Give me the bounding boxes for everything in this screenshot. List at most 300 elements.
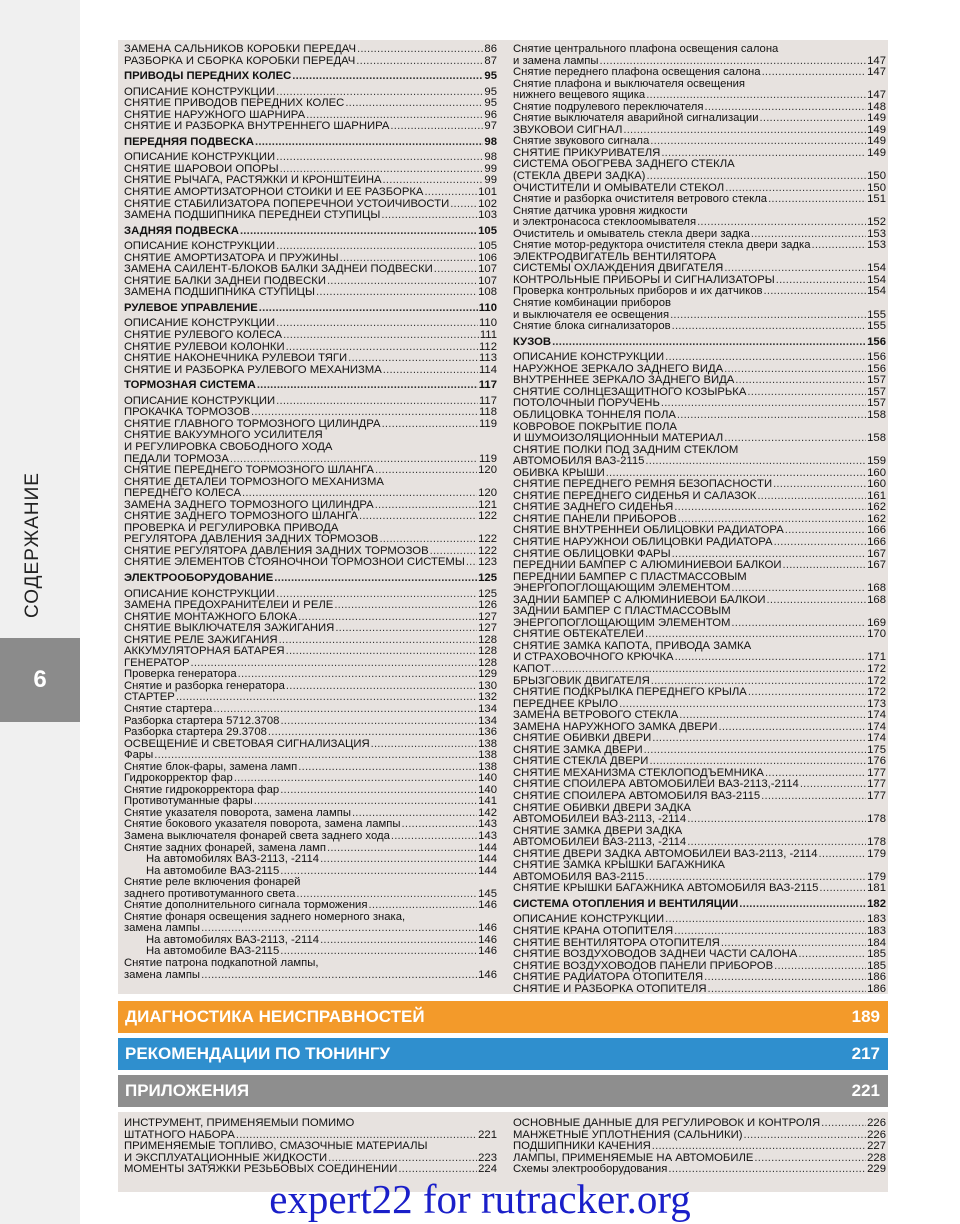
toc-entry[interactable]: [513, 837, 886, 849]
toc-entry[interactable]: [513, 217, 886, 229]
dot-leader: [783, 560, 867, 572]
toc-entry[interactable]: [513, 914, 886, 926]
toc-entry[interactable]: [124, 98, 497, 110]
toc-entry-page: 171: [867, 652, 886, 664]
toc-entry[interactable]: [124, 477, 497, 489]
dot-leader: [259, 303, 478, 315]
toc-entry[interactable]: [513, 606, 886, 618]
toc-entry[interactable]: [513, 136, 886, 148]
toc-entry[interactable]: [513, 148, 886, 160]
toc-entry[interactable]: [513, 514, 886, 526]
toc-entry-title: ЗАМЕНА ПОДШИПНИКА ПЕРЕДНЕЙ СТУПИЦЫ: [124, 210, 381, 222]
toc-entry[interactable]: [513, 183, 886, 195]
toc-section-heading[interactable]: [124, 137, 497, 149]
toc-entry-title: Противотуманные фары: [124, 796, 253, 808]
toc-entry[interactable]: [513, 468, 886, 480]
toc-entry[interactable]: [124, 318, 497, 330]
toc-entry[interactable]: [124, 56, 497, 68]
dot-leader: [765, 768, 866, 780]
toc-entry-title: Снятие указателя поворота, замена лампы: [124, 807, 351, 819]
dot-leader: [357, 44, 483, 56]
toc-entry-title: Снятие фонаря освещения заднего номерного знака,: [124, 911, 406, 923]
toc-entry-page: 105: [478, 241, 497, 253]
toc-entry[interactable]: [513, 595, 886, 607]
toc-entry[interactable]: [513, 298, 886, 310]
toc-entry[interactable]: [513, 733, 886, 745]
toc-entry[interactable]: [513, 398, 886, 410]
toc-entry[interactable]: [124, 199, 497, 211]
toc-entry[interactable]: [124, 612, 497, 624]
toc-entry[interactable]: [124, 253, 497, 265]
toc-entry[interactable]: [124, 589, 497, 601]
toc-entry[interactable]: [124, 900, 497, 912]
toc-entry[interactable]: [124, 727, 497, 739]
toc-entry-title: КАПОТ: [513, 663, 551, 675]
toc-entry[interactable]: [513, 1130, 886, 1142]
toc-entry[interactable]: [513, 972, 886, 984]
dot-leader: [672, 321, 867, 333]
band-page: 221: [851, 1081, 880, 1100]
dot-leader: [375, 465, 477, 477]
toc-entry[interactable]: [124, 488, 497, 500]
toc-entry[interactable]: [124, 442, 497, 454]
toc-entry[interactable]: [124, 87, 497, 99]
toc-entry[interactable]: [513, 364, 886, 376]
toc-section-heading[interactable]: [124, 71, 497, 83]
toc-entry[interactable]: [124, 175, 497, 187]
toc-entry-title: Разборка стартера 29.3708: [124, 727, 267, 739]
toc-entry[interactable]: [513, 321, 886, 333]
toc-entry[interactable]: [124, 716, 497, 728]
toc-entry[interactable]: [124, 946, 497, 958]
toc-entry[interactable]: [124, 681, 497, 693]
toc-entry[interactable]: [124, 923, 497, 935]
toc-entry[interactable]: [513, 387, 886, 399]
toc-entry[interactable]: [124, 164, 497, 176]
toc-entry[interactable]: [513, 1118, 886, 1130]
toc-entry[interactable]: [513, 745, 886, 757]
toc-entry-title: замена лампы: [124, 969, 201, 981]
toc-entry[interactable]: [124, 546, 497, 558]
toc-entry[interactable]: [124, 187, 497, 199]
toc-entry-title: Снятие бокового указателя поворота, замена лампы: [124, 819, 401, 831]
dot-leader: [280, 164, 484, 176]
toc-entry-page: 120: [478, 488, 497, 500]
toc-entry-title: Схемы электрооборудования: [513, 1164, 668, 1176]
dot-leader: [678, 514, 866, 526]
toc-entry[interactable]: [513, 768, 886, 780]
toc-entry[interactable]: [124, 365, 497, 377]
toc-entry[interactable]: [513, 310, 886, 322]
toc-entry[interactable]: [124, 264, 497, 276]
toc-entry[interactable]: [513, 849, 886, 861]
toc-entry-title: ЗВУКОВОЙ СИГНАЛ: [513, 124, 623, 136]
toc-entry[interactable]: [124, 465, 497, 477]
toc-entry-page: 148: [867, 101, 886, 113]
toc-entry-title: СИСТЕМЫ ОХЛАЖДЕНИЯ ДВИГАТЕЛЯ: [513, 263, 724, 275]
toc-entry[interactable]: [124, 704, 497, 716]
toc-entry[interactable]: [513, 652, 886, 664]
dot-leader: [316, 287, 477, 299]
toc-entry[interactable]: [513, 252, 886, 264]
toc-entry[interactable]: [124, 534, 497, 546]
toc-entry-page: 226: [867, 1129, 886, 1141]
toc-entry[interactable]: [513, 1153, 886, 1165]
toc-entry[interactable]: [124, 419, 497, 431]
toc-entry-page: 130: [478, 680, 497, 692]
toc-entry-page: 156: [867, 352, 886, 364]
toc-entry-page: 140: [478, 784, 497, 796]
toc-entry[interactable]: [513, 159, 886, 171]
toc-entry-title: СНЯТИЕ АМОРТИЗАТОРА И ПРУЖИНЫ: [124, 252, 339, 264]
toc-entry[interactable]: [513, 206, 886, 218]
toc-entry-page: 147: [867, 67, 886, 79]
toc-entry[interactable]: [124, 877, 497, 889]
toc-entry[interactable]: [513, 984, 886, 996]
dot-leader: [375, 500, 477, 512]
toc-entry[interactable]: [124, 511, 497, 523]
dot-leader: [286, 342, 478, 354]
band-appendix[interactable]: [118, 1075, 888, 1107]
toc-entry-title: СНЯТИЕ МЕХАНИЗМА СТЕКЛОПОДЪЕМНИКА: [513, 767, 764, 779]
toc-entry[interactable]: [124, 635, 497, 647]
toc-entry[interactable]: [513, 560, 886, 572]
toc-entry-page: 134: [478, 703, 497, 715]
toc-entry[interactable]: [513, 961, 886, 973]
toc-entry-title: СИСТЕМА ОТОПЛЕНИЯ И ВЕНТИЛЯЦИИ: [513, 898, 739, 910]
toc-entry[interactable]: [124, 773, 497, 785]
dot-leader: [774, 537, 867, 549]
toc-entry[interactable]: [124, 152, 497, 164]
toc-entry-title: ПЕДАЛИ ТОРМОЗА: [124, 453, 229, 465]
toc-entry[interactable]: [513, 456, 886, 468]
toc-entry[interactable]: [513, 938, 886, 950]
toc-entry[interactable]: [513, 791, 886, 803]
toc-entry-title: Снятие переднего плафона освещения салона: [513, 67, 761, 79]
toc-entry-title: СНЯТИЕ СТАБИЛИЗАТОРА ПОПЕРЕЧНОЙ УСТОЙЧИВОСТИ: [124, 198, 450, 210]
band-page: 217: [851, 1044, 880, 1063]
toc-entry[interactable]: [124, 110, 497, 122]
dot-leader: [276, 589, 477, 601]
toc-entry[interactable]: [124, 739, 497, 751]
toc-entry-page: 162: [867, 502, 886, 514]
dot-leader: [600, 56, 867, 68]
toc-entry[interactable]: [124, 669, 497, 681]
toc-entry[interactable]: [124, 557, 497, 569]
toc-entry[interactable]: [513, 803, 886, 815]
toc-entry-page: 158: [867, 409, 886, 421]
toc-entry-page: 157: [867, 375, 886, 387]
toc-entry-title: На автомобиле ВАЗ-2115: [146, 946, 280, 958]
toc-entry[interactable]: [513, 410, 886, 422]
toc-entry-title: Фары: [124, 750, 154, 762]
dot-leader: [345, 98, 483, 110]
toc-entry[interactable]: [513, 125, 886, 137]
toc-entry[interactable]: [513, 618, 886, 630]
toc-entry[interactable]: [513, 67, 886, 79]
toc-entry[interactable]: [513, 422, 886, 434]
toc-entry-page: 223: [478, 1152, 497, 1164]
dot-leader: [450, 199, 477, 211]
toc-entry[interactable]: [124, 342, 497, 354]
toc-entry[interactable]: [124, 935, 497, 947]
toc-entry-page: 141: [478, 796, 497, 808]
toc-entry[interactable]: [513, 194, 886, 206]
dot-leader: [356, 56, 483, 68]
toc-entry-page: 123: [478, 557, 497, 569]
toc-entry-title: СНЯТИЕ ВНУТРЕННЕЙ ОБЛИЦОВКИ РАДИАТОРА: [513, 525, 784, 537]
toc-entry[interactable]: [513, 240, 886, 252]
toc-entry[interactable]: [124, 785, 497, 797]
toc-entry-page: 154: [867, 286, 886, 298]
toc-entry[interactable]: [124, 500, 497, 512]
dot-leader: [340, 253, 478, 265]
toc-entry-page: 113: [478, 353, 497, 365]
toc-entry-title: Снятие патрона подкапотной лампы,: [124, 958, 319, 970]
toc-entry[interactable]: [124, 958, 497, 970]
toc-entry-title: Снятие выключателя аварийной сигнализации: [513, 113, 759, 125]
toc-entry[interactable]: [124, 276, 497, 288]
toc-entry[interactable]: [124, 396, 497, 408]
toc-entry-page: 108: [478, 287, 497, 299]
toc-section-heading[interactable]: [124, 303, 497, 315]
toc-entry[interactable]: [124, 762, 497, 774]
toc-entry[interactable]: [513, 710, 886, 722]
toc-entry-title: ЭНЕРГОПОГЛОЩАЮЩИМ ЭЛЕМЕНТОМ: [513, 583, 731, 595]
toc-entry-page: 183: [867, 914, 886, 926]
toc-entry-title: ОПИСАНИЕ КОНСТРУКЦИИ: [513, 914, 665, 926]
toc-entry-page: 159: [867, 456, 886, 468]
toc-entry[interactable]: [513, 826, 886, 838]
toc-entry-title: КОВРОВОЕ ПОКРЫТИЕ ПОЛА: [513, 421, 677, 433]
toc-entry[interactable]: [124, 430, 497, 442]
toc-entry[interactable]: [513, 676, 886, 688]
toc-entry[interactable]: [124, 44, 497, 56]
toc-entry-title: На автомобиле ВАЗ-2115: [146, 865, 280, 877]
toc-entry[interactable]: [513, 629, 886, 641]
toc-entry[interactable]: [124, 843, 497, 855]
toc-entry[interactable]: [513, 860, 886, 872]
dot-leader: [674, 926, 866, 938]
toc-entry-title: СНЯТИЕ РЕГУЛЯТОРА ДАВЛЕНИЯ ЗАДНИХ ТОРМОЗОВ: [124, 545, 429, 557]
toc-entry-page: 147: [867, 55, 886, 67]
toc-entry[interactable]: [124, 692, 497, 704]
toc-entry-page: 221: [478, 1129, 497, 1141]
toc-entry[interactable]: [513, 44, 886, 56]
dot-leader: [382, 419, 478, 431]
toc-entry-page: 160: [867, 467, 886, 479]
dot-leader: [298, 762, 477, 774]
toc-entry[interactable]: [513, 1141, 886, 1153]
toc-entry[interactable]: [124, 750, 497, 762]
toc-entry[interactable]: [513, 926, 886, 938]
toc-entry[interactable]: [124, 600, 497, 612]
dot-leader: [798, 949, 866, 961]
toc-entry[interactable]: [124, 831, 497, 843]
toc-section-heading[interactable]: [513, 337, 886, 349]
toc-entry[interactable]: [513, 537, 886, 549]
toc-entry-page: 176: [867, 756, 886, 768]
toc-entry-title: СНЯТИЕ ЗАДНЕГО ТОРМОЗНОГО ШЛАНГА: [124, 511, 358, 523]
dot-leader: [379, 534, 477, 546]
toc-entry-page: 96: [484, 109, 497, 121]
toc-entry-page: 155: [867, 309, 886, 321]
toc-entry-title: ОПИСАНИЕ КОНСТРУКЦИИ: [124, 241, 276, 253]
toc-entry-page: 155: [867, 321, 886, 333]
toc-entry[interactable]: [124, 1141, 497, 1153]
toc-entry[interactable]: [513, 779, 886, 791]
toc-entry[interactable]: [124, 623, 497, 635]
toc-entry-title: СНЯТИЕ АМОРТИЗАТОРНОЙ СТОЙКИ И ЕЕ РАЗБОРКА: [124, 187, 424, 199]
toc-entry[interactable]: [513, 756, 886, 768]
dot-leader: [800, 779, 866, 791]
toc-entry[interactable]: [124, 523, 497, 535]
toc-section-heading[interactable]: [124, 573, 497, 585]
toc-section-heading[interactable]: [513, 899, 886, 911]
dot-leader: [276, 318, 478, 330]
toc-entry-page: 227: [867, 1141, 886, 1153]
toc-entry[interactable]: [124, 854, 497, 866]
toc-entry-title: АВТОМОБИЛЯ ВАЗ-2115: [513, 456, 645, 468]
toc-entry[interactable]: [124, 210, 497, 222]
toc-entry[interactable]: [124, 796, 497, 808]
toc-entry-page: 146: [478, 900, 497, 912]
dot-leader: [251, 407, 478, 419]
toc-entry-title: НАРУЖНОЕ ЗЕРКАЛО ЗАДНЕГО ВИДА: [513, 363, 724, 375]
toc-entry-page: 119: [478, 418, 497, 430]
toc-entry[interactable]: [513, 814, 886, 826]
toc-entry-page: 177: [867, 791, 886, 802]
toc-entry[interactable]: [513, 263, 886, 275]
toc-entry-title: СНЯТИЕ ОБИВКИ ДВЕРИ: [513, 733, 652, 745]
band-diagnostics[interactable]: [118, 1001, 888, 1033]
toc-entry[interactable]: [124, 646, 497, 658]
dot-leader: [242, 488, 477, 500]
toc-entry[interactable]: [513, 525, 886, 537]
dot-leader: [718, 722, 866, 734]
toc-entry[interactable]: [124, 1118, 497, 1130]
toc-entry[interactable]: [513, 699, 886, 711]
dot-leader: [619, 699, 866, 711]
toc-entry-page: 162: [867, 513, 886, 525]
toc-entry[interactable]: [124, 1153, 497, 1165]
toc-entry-page: 110: [478, 302, 497, 314]
toc-entry-title: и замена лампы: [513, 55, 599, 67]
toc-entry[interactable]: [124, 866, 497, 878]
toc-entry[interactable]: [124, 121, 497, 133]
toc-entry[interactable]: [124, 330, 497, 342]
toc-entry[interactable]: [124, 889, 497, 901]
toc-entry[interactable]: [513, 549, 886, 561]
toc-entry-page: 146: [478, 969, 497, 981]
toc-right-column: [513, 44, 886, 995]
toc-entry[interactable]: [124, 454, 497, 466]
toc-entry-title: СНЯТИЕ ДЕТАЛЕЙ ТОРМОЗНОГО МЕХАНИЗМА: [124, 476, 384, 488]
toc-entry[interactable]: [513, 433, 886, 445]
toc-entry[interactable]: [513, 949, 886, 961]
toc-entry-page: 145: [478, 888, 497, 900]
toc-entry[interactable]: [513, 872, 886, 884]
toc-entry[interactable]: [513, 572, 886, 584]
dot-leader: [327, 843, 477, 855]
toc-entry-title: ЗАМЕНА ЗАДНЕГО ТОРМОЗНОГО ЦИЛИНДРА: [124, 499, 374, 511]
toc-entry[interactable]: [513, 375, 886, 387]
toc-entry[interactable]: [124, 1130, 497, 1142]
band-tuning[interactable]: [118, 1038, 888, 1070]
toc-entry-page: 105: [478, 225, 497, 237]
dot-leader: [552, 664, 866, 676]
toc-section-heading[interactable]: [124, 380, 497, 392]
toc-entry[interactable]: [513, 883, 886, 895]
dot-leader: [230, 454, 478, 466]
toc-entry-title: ЭЛЕКТРООБОРУДОВАНИЕ: [124, 572, 274, 584]
toc-entry-title: ЗАДНЯЯ ПОДВЕСКА: [124, 225, 239, 237]
toc-entry-title: СНЯТИЕ ПАНЕЛИ ПРИБОРОВ: [513, 513, 677, 525]
toc-entry[interactable]: [513, 56, 886, 68]
toc-entry[interactable]: [513, 502, 886, 514]
toc-entry-title: ЗАМЕНА ПОДШИПНИКА СТУПИЦЫ: [124, 287, 316, 299]
toc-entry[interactable]: [513, 641, 886, 653]
toc-entry-title: СНЯТИЕ РЫЧАГА, РАСТЯЖКИ И КРОНШТЕЙНА: [124, 175, 382, 187]
toc-entry-page: 111: [479, 330, 497, 342]
dot-leader: [369, 900, 478, 912]
toc-entry[interactable]: [124, 241, 497, 253]
toc-entry-title: Проверка генератора: [124, 669, 237, 681]
toc-entry[interactable]: [124, 970, 497, 982]
toc-entry[interactable]: [513, 583, 886, 595]
dot-leader: [320, 935, 477, 947]
toc-entry[interactable]: [124, 808, 497, 820]
toc-entry[interactable]: [513, 275, 886, 287]
toc-entry[interactable]: [513, 286, 886, 298]
toc-entry-title: СНЯТИЕ ЭЛЕМЕНТОВ СТОЯНОЧНОЙ ТОРМОЗНОЙ СИСТЕМЫ: [124, 557, 465, 569]
toc-entry[interactable]: [513, 90, 886, 102]
toc-entry[interactable]: [124, 353, 497, 365]
toc-entry[interactable]: [513, 171, 886, 183]
toc-entry-title: СНЯТИЕ ВОЗДУХОВОДОВ ПАНЕЛИ ПРИБОРОВ: [513, 960, 774, 972]
toc-entry-title: Разборка стартера 5712.3708: [124, 715, 280, 727]
toc-entry-title: РЕГУЛЯТОРА ДАВЛЕНИЯ ЗАДНИХ ТОРМОЗОВ: [124, 534, 379, 546]
toc-entry-page: 138: [478, 750, 497, 762]
toc-entry[interactable]: [513, 102, 886, 114]
toc-entry[interactable]: [513, 491, 886, 503]
toc-entry[interactable]: [513, 79, 886, 91]
toc-entry[interactable]: [513, 664, 886, 676]
toc-entry-title: СНЯТИЕ КРЫШКИ БАГАЖНИКА АВТОМОБИЛЯ ВАЗ-2115: [513, 883, 819, 895]
toc-entry[interactable]: [513, 445, 886, 457]
toc-entry-title: СНЯТИЕ ЗАМКА КАПОТА, ПРИВОДА ЗАМКА: [513, 640, 752, 652]
toc-entry[interactable]: [513, 722, 886, 734]
toc-entry-page: 86: [484, 44, 497, 55]
toc-entry[interactable]: [124, 912, 497, 924]
toc-entry[interactable]: [513, 479, 886, 491]
toc-entry-page: 151: [867, 194, 886, 206]
toc-entry[interactable]: [124, 819, 497, 831]
dot-leader: [391, 831, 477, 843]
dot-leader: [213, 704, 477, 716]
dot-leader: [748, 687, 866, 699]
toc-entry[interactable]: [513, 352, 886, 364]
toc-entry-page: 156: [867, 336, 886, 348]
toc-entry[interactable]: [124, 407, 497, 419]
toc-entry[interactable]: [513, 113, 886, 125]
toc-entry[interactable]: [124, 287, 497, 299]
appendix-left-column: [124, 1118, 497, 1176]
toc-entry[interactable]: [124, 658, 497, 670]
toc-section-heading[interactable]: [124, 226, 497, 238]
toc-entry[interactable]: [513, 687, 886, 699]
toc-entry[interactable]: [513, 229, 886, 241]
